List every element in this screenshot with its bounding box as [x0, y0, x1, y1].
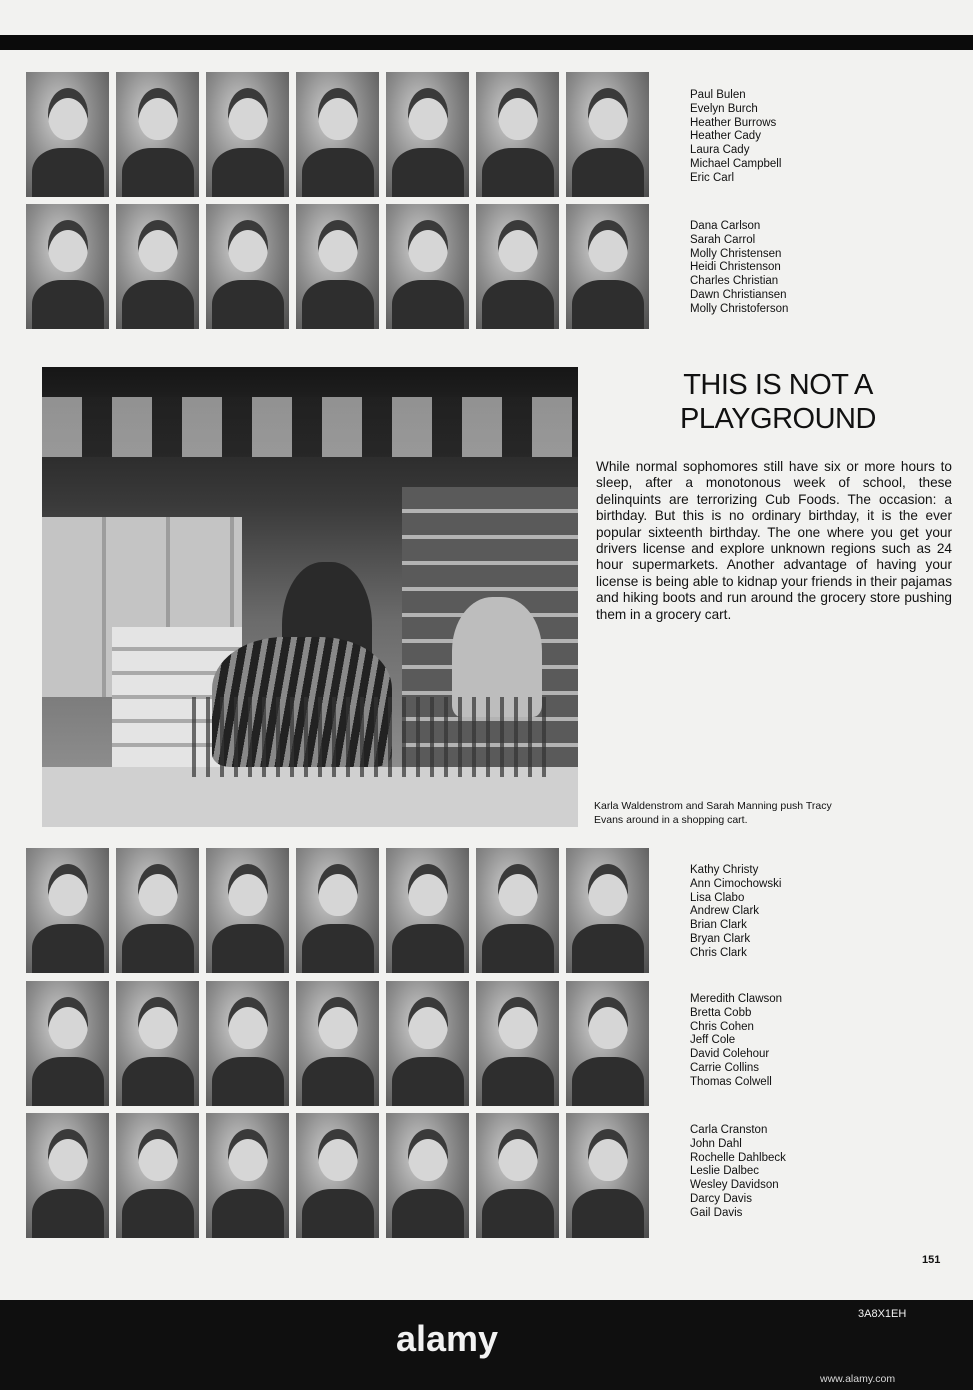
headline-line-1: THIS IS NOT A	[683, 369, 873, 401]
names-list-4	[690, 993, 782, 1090]
portrait-shoulders	[392, 1189, 464, 1238]
portrait-head	[138, 88, 178, 140]
portrait-head	[138, 220, 178, 272]
portrait-head	[408, 1129, 448, 1181]
portrait-head	[318, 88, 358, 140]
student-portrait	[566, 72, 649, 197]
portrait-head	[498, 997, 538, 1049]
portrait-shoulders	[32, 924, 104, 973]
portrait-shoulders	[122, 1057, 194, 1106]
portrait-shoulders	[302, 1057, 374, 1106]
student-name: Molly Christensen	[690, 247, 782, 260]
portrait-shoulders	[302, 280, 374, 329]
student-portrait	[116, 981, 199, 1106]
portrait-head	[228, 997, 268, 1049]
portrait-row-4	[26, 981, 649, 1106]
student-name: Molly Christoferson	[690, 302, 789, 315]
student-portrait	[386, 72, 469, 197]
portrait-shoulders	[572, 924, 644, 973]
student-name: Jeff Cole	[690, 1034, 736, 1047]
image-code: 3A8X1EH	[858, 1308, 907, 1320]
student-portrait	[206, 1113, 289, 1238]
student-name: Dana Carlson	[690, 220, 761, 232]
photo-caption: Karla Waldenstrom and Sarah Manning push Tracy Evans around in a shopping cart.	[594, 800, 832, 826]
portrait-shoulders	[482, 280, 554, 329]
portrait-shoulders	[392, 924, 464, 973]
student-portrait	[386, 848, 469, 973]
student-portrait	[296, 204, 379, 329]
portrait-head	[228, 1129, 268, 1181]
student-name: Evelyn Burch	[690, 102, 758, 115]
student-portrait	[566, 1113, 649, 1238]
student-portrait	[116, 848, 199, 973]
portrait-shoulders	[482, 1189, 554, 1238]
student-name: Charles Christian	[690, 275, 779, 288]
portrait-shoulders	[392, 1057, 464, 1106]
portrait-shoulders	[212, 148, 284, 197]
portrait-head	[138, 997, 178, 1049]
portrait-shoulders	[122, 1189, 194, 1238]
portrait-head	[498, 1129, 538, 1181]
portrait-shoulders	[392, 280, 464, 329]
student-name: Bryan Clark	[690, 932, 751, 945]
student-name: Heather Cady	[690, 130, 761, 143]
portrait-head	[588, 88, 628, 140]
portrait-shoulders	[302, 148, 374, 197]
portrait-shoulders	[482, 1057, 554, 1106]
student-name: Leslie Dalbec	[690, 1165, 760, 1178]
student-portrait	[476, 204, 559, 329]
student-name: Chris Cohen	[690, 1020, 754, 1033]
student-name: Bretta Cobb	[690, 1006, 752, 1019]
student-portrait	[26, 981, 109, 1106]
student-portrait	[26, 848, 109, 973]
portrait-head	[138, 864, 178, 916]
portrait-shoulders	[32, 1057, 104, 1106]
student-name: Rochelle Dahlbeck	[690, 1151, 786, 1164]
student-portrait	[386, 204, 469, 329]
portrait-head	[588, 864, 628, 916]
student-portrait	[566, 981, 649, 1106]
student-portrait	[116, 72, 199, 197]
portrait-head	[408, 997, 448, 1049]
names-list-3	[690, 864, 781, 961]
student-portrait	[116, 1113, 199, 1238]
student-name: Michael Campbell	[690, 157, 782, 170]
portrait-shoulders	[212, 280, 284, 329]
student-portrait	[476, 981, 559, 1106]
student-portrait	[206, 72, 289, 197]
watermark-footer	[0, 1300, 973, 1390]
portrait-head	[498, 864, 538, 916]
portrait-shoulders	[482, 924, 554, 973]
article-body: While normal sophomores still have six or more hours to sleep, after a monotonous week of school, these delinquints are terrorizing Cub Foods. The occasion: a birthday. But this is no ordinary birthday, it is the ever popular sixteenth birthday. The one where you get your drivers license and explore unknown regions such as 24 hour supermarkets. Another advantage of having your license is being able to kidnap your friends in their pajamas and hiking boots and run around the grocery store pushing them in a grocery cart.	[596, 459, 952, 622]
portrait-row-2	[26, 204, 649, 329]
student-portrait	[296, 848, 379, 973]
portrait-head	[318, 220, 358, 272]
student-portrait	[26, 1113, 109, 1238]
student-portrait	[206, 204, 289, 329]
brand-logo: alamy	[396, 1318, 499, 1359]
student-name: Thomas Colwell	[690, 1075, 772, 1088]
student-name: Eric Carl	[690, 171, 735, 184]
portrait-head	[228, 864, 268, 916]
portrait-shoulders	[572, 148, 644, 197]
student-portrait	[26, 72, 109, 197]
portrait-head	[588, 220, 628, 272]
portrait-head	[408, 88, 448, 140]
portrait-shoulders	[302, 924, 374, 973]
portrait-shoulders	[302, 1189, 374, 1238]
student-name: Kathy Christy	[690, 864, 759, 876]
portrait-head	[228, 88, 268, 140]
student-name: Brian Clark	[690, 919, 747, 932]
student-name: Chris Clark	[690, 946, 747, 959]
portrait-head	[48, 997, 88, 1049]
student-portrait	[386, 1113, 469, 1238]
site-url[interactable]: www.alamy.com	[820, 1373, 896, 1385]
portrait-row-5	[26, 1113, 649, 1238]
portrait-head	[48, 864, 88, 916]
grocery-store-photo	[42, 367, 578, 827]
student-name: Heather Burrows	[690, 116, 777, 129]
portrait-shoulders	[122, 924, 194, 973]
student-name: Andrew Clark	[690, 905, 760, 918]
portrait-head	[408, 864, 448, 916]
student-portrait	[296, 72, 379, 197]
student-name: Dawn Christiansen	[690, 288, 787, 301]
portrait-head	[138, 1129, 178, 1181]
student-portrait	[296, 981, 379, 1106]
student-name: John Dahl	[690, 1137, 742, 1150]
student-name: Paul Bulen	[690, 89, 746, 101]
student-name: Darcy Davis	[690, 1192, 752, 1205]
student-name: Carla Cranston	[690, 1124, 768, 1136]
portrait-shoulders	[122, 280, 194, 329]
student-portrait	[206, 981, 289, 1106]
names-list-5	[690, 1124, 786, 1221]
student-portrait	[476, 848, 559, 973]
portrait-shoulders	[482, 148, 554, 197]
portrait-head	[228, 220, 268, 272]
portrait-head	[318, 1129, 358, 1181]
page-number: 151	[922, 1254, 941, 1266]
student-name: Lisa Clabo	[690, 891, 745, 904]
student-portrait	[386, 981, 469, 1106]
portrait-head	[48, 220, 88, 272]
top-rule	[0, 35, 973, 50]
portrait-shoulders	[392, 148, 464, 197]
portrait-shoulders	[212, 924, 284, 973]
student-portrait	[206, 848, 289, 973]
student-portrait	[476, 72, 559, 197]
student-portrait	[476, 1113, 559, 1238]
student-name: Sarah Carrol	[690, 233, 756, 246]
portrait-head	[498, 220, 538, 272]
article-headline	[600, 368, 956, 436]
portrait-head	[48, 1129, 88, 1181]
headline-line-2: PLAYGROUND	[680, 403, 876, 435]
portrait-head	[498, 88, 538, 140]
portrait-shoulders	[572, 1189, 644, 1238]
portrait-shoulders	[32, 148, 104, 197]
portrait-shoulders	[572, 280, 644, 329]
portrait-shoulders	[212, 1057, 284, 1106]
student-name: Ann Cimochowski	[690, 877, 782, 890]
portrait-head	[408, 220, 448, 272]
student-name: Laura Cady	[690, 144, 750, 157]
portrait-head	[588, 997, 628, 1049]
student-name: David Colehour	[690, 1048, 770, 1061]
student-portrait	[566, 204, 649, 329]
student-portrait	[296, 1113, 379, 1238]
portrait-head	[588, 1129, 628, 1181]
portrait-shoulders	[32, 280, 104, 329]
student-name: Meredith Clawson	[690, 993, 783, 1005]
shopping-cart	[192, 697, 552, 777]
names-list-2	[690, 220, 788, 317]
portrait-head	[48, 88, 88, 140]
store-lights	[42, 397, 578, 457]
portrait-row-1	[26, 72, 649, 197]
portrait-shoulders	[32, 1189, 104, 1238]
student-name: Heidi Christenson	[690, 261, 781, 274]
student-name: Gail Davis	[690, 1206, 743, 1219]
student-name: Carrie Collins	[690, 1061, 760, 1074]
student-portrait	[26, 204, 109, 329]
portrait-head	[318, 997, 358, 1049]
student-portrait	[116, 204, 199, 329]
portrait-head	[318, 864, 358, 916]
names-list-1	[690, 89, 781, 186]
portrait-shoulders	[212, 1189, 284, 1238]
portrait-row-3	[26, 848, 649, 973]
portrait-shoulders	[572, 1057, 644, 1106]
portrait-shoulders	[122, 148, 194, 197]
student-name: Wesley Davidson	[690, 1179, 779, 1192]
student-portrait	[566, 848, 649, 973]
